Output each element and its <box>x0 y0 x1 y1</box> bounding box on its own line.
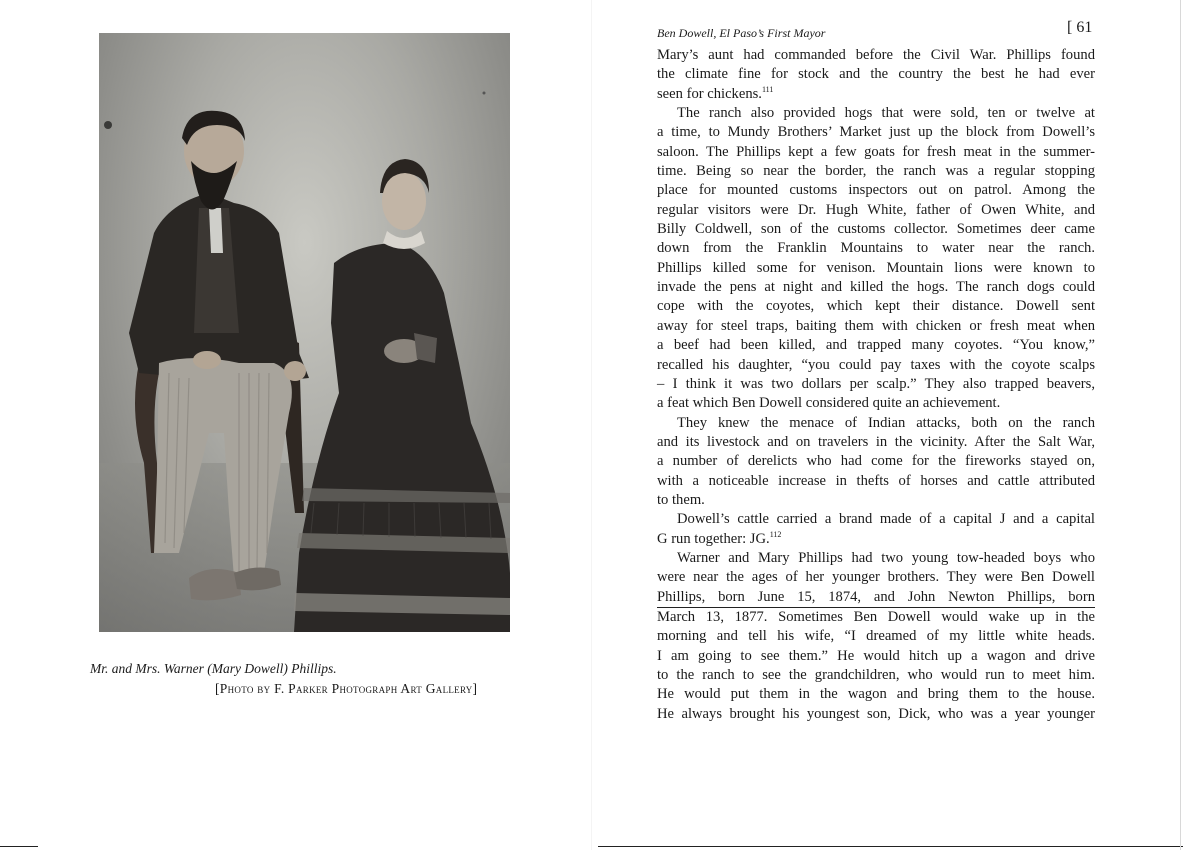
page-gutter <box>591 0 592 850</box>
text-segment: seen for chickens. <box>657 85 762 102</box>
text-line: saloon. The Phillips kept a few goats for fresh meat in the summer- <box>657 143 1095 160</box>
photo-caption <box>90 659 530 699</box>
text-line: Dowell’s cattle carried a brand made of a capital J and a capital <box>677 511 1095 528</box>
text-line: Mary’s aunt had commanded before the Civil War. Phillips found <box>657 47 1095 63</box>
text-line: a feat which Ben Dowell considered quite an achievement. <box>657 395 1001 412</box>
text-line: cope with the coyotes, which kept their distance. Dowell sent <box>657 298 1095 315</box>
text-line: place for mounted customs inspectors out on patrol. Among the <box>657 182 1095 199</box>
text-line: a beef had been killed, and trapped many coyotes. “You know,” <box>657 337 1095 354</box>
page-edge-line <box>0 846 38 847</box>
caption-text: Mr. and Mrs. Warner (Mary Dowell) Phillips. <box>90 661 337 676</box>
page-edge-line <box>598 846 1183 847</box>
text-line: They knew the menace of Indian attacks, both on the ranch <box>677 414 1095 431</box>
text-line: and its livestock and on travelers in the vicinity. After the Salt War, <box>657 433 1095 450</box>
page-number: [ 61 <box>1067 19 1093 36</box>
running-head: Ben Dowell, El Paso’s First Mayor <box>657 26 826 40</box>
text-line: invade the pens at night and killed the hogs. The ranch dogs could <box>657 279 1095 296</box>
text-line: to them. <box>657 491 705 508</box>
text-line: the climate fine for stock and the country the best he had ever <box>657 66 1095 83</box>
portrait-photograph <box>99 33 510 632</box>
text-line: time. Being so near the border, the ranch was a regular stopping <box>657 163 1095 180</box>
text-line: He would put them in the wagon and bring them to the house. <box>657 686 1095 703</box>
text-line: recalled his daughter, “you could pay taxes with the coyote scalps <box>657 356 1095 373</box>
text-line: away for steel traps, baiting them with chicken or fresh meat when <box>657 317 1095 334</box>
photo-credit: [Photo by F. Parker Photograph Art Gallery] <box>215 681 478 696</box>
text-line: a time, to Mundy Brothers’ Market just up the block from Dowell’s <box>657 124 1095 141</box>
text-line: Phillips killed some for venison. Mountain lions were known to <box>657 259 1095 276</box>
text-line: – I think it was two dollars per scalp.” They also trapped beavers, <box>657 375 1095 392</box>
text-line: I am going to see them.” He would hitch up a wagon and drive <box>657 647 1095 664</box>
text-line <box>657 85 1095 104</box>
text-line: Billy Coldwell, son of the customs collector. Sometimes deer came <box>657 221 1095 238</box>
text-line: with a noticeable increase in thefts of horses and cattle attributed <box>657 472 1095 489</box>
text-line: down from the Franklin Mountains to water near the ranch. <box>657 240 1095 257</box>
text-line: The ranch also provided hogs that were sold, ten or twelve at <box>677 105 1095 122</box>
text-line: March 13, 1877. Sometimes Ben Dowell would wake up in the <box>657 608 1095 625</box>
text-line: He always brought his youngest son, Dick, who was a year younger <box>657 705 1095 722</box>
body-text <box>657 46 1095 724</box>
text-line: a number of derelicts who had come for the fireworks stayed on, <box>657 453 1095 470</box>
text-line: morning and tell his wife, “I dreamed of my little white heads. <box>657 628 1095 645</box>
text-line: Warner and Mary Phillips had two young tow-headed boys who <box>677 549 1095 566</box>
underlined-text-line: Phillips, born June 15, 1874, and John Newton Phillips, born <box>657 588 1095 608</box>
text-line: were near the ages of her younger brothers. They were Ben Dowell <box>657 569 1095 586</box>
text-line <box>657 530 1095 549</box>
text-line: regular visitors were Dr. Hugh White, father of Owen White, and <box>657 201 1095 218</box>
text-line: to the ranch to see the grandchildren, who would run to meet him. <box>657 667 1095 683</box>
footnote-marker: 111 <box>761 84 774 94</box>
footnote-marker: 112 <box>769 529 782 539</box>
text-segment: G run together: JG. <box>657 530 770 547</box>
page-edge-line <box>1180 0 1181 850</box>
